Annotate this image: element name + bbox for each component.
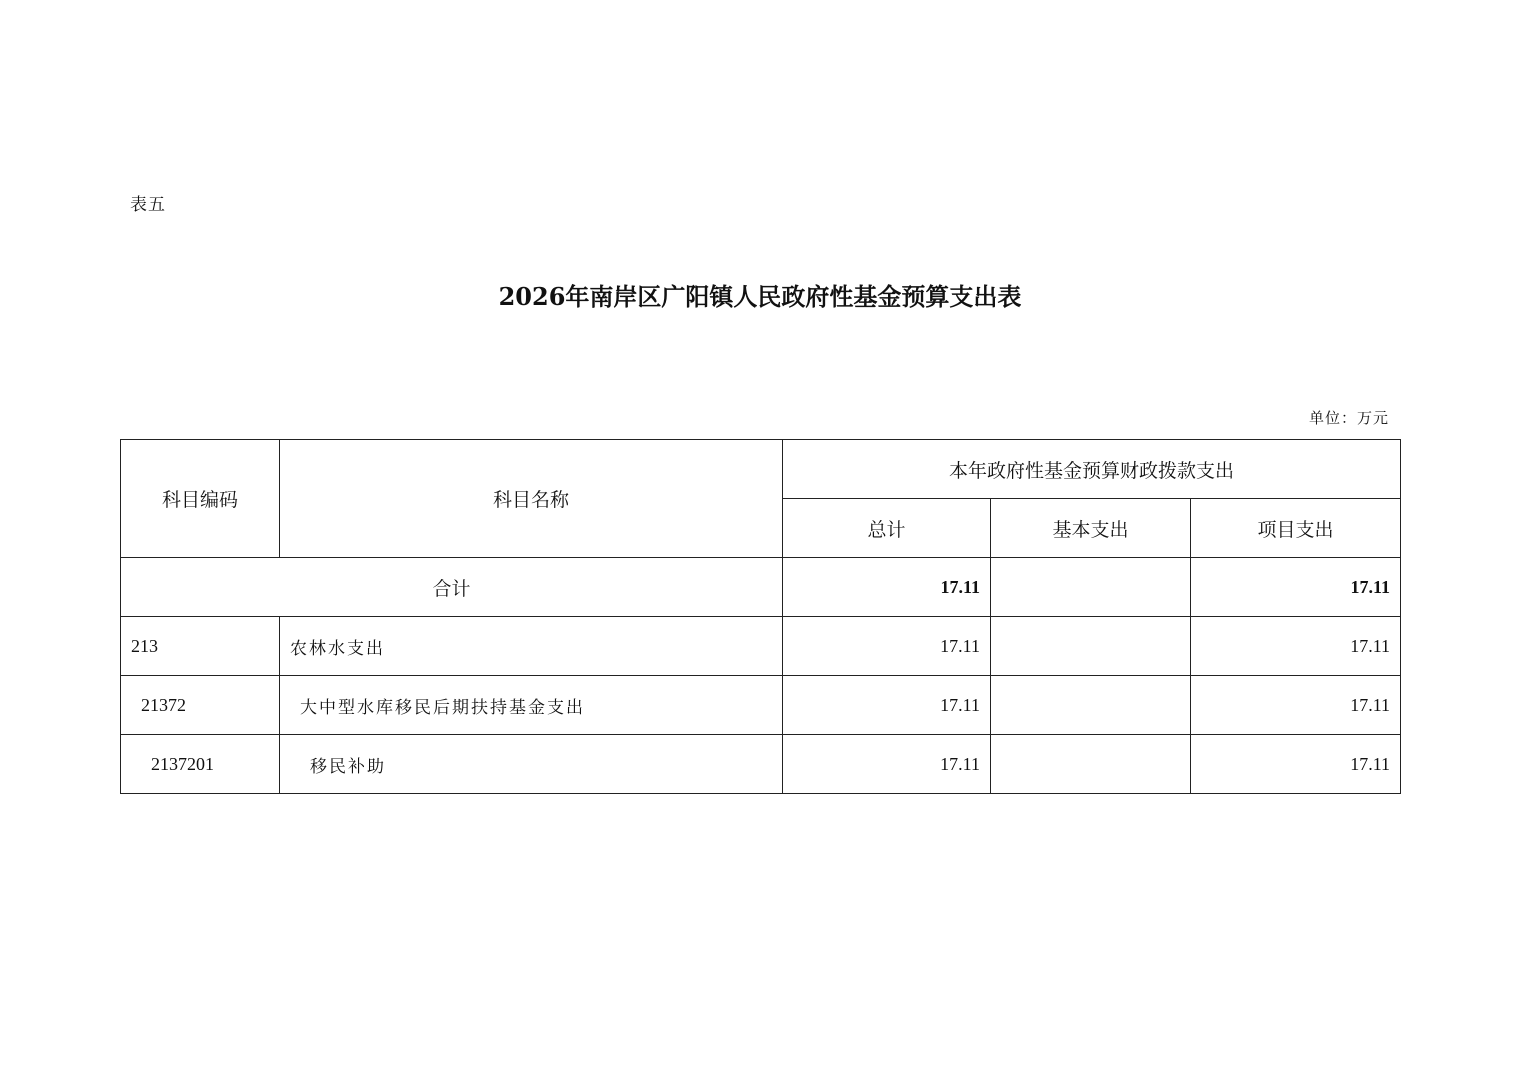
summary-label: 合计 — [121, 558, 783, 617]
summary-basic — [991, 558, 1191, 617]
row-basic — [991, 617, 1191, 676]
row-project: 17.11 — [1191, 617, 1401, 676]
row-total: 17.11 — [783, 735, 991, 794]
header-code: 科目编码 — [121, 440, 280, 558]
budget-table — [120, 439, 1401, 794]
header-project: 项目支出 — [1191, 499, 1401, 558]
row-project: 17.11 — [1191, 735, 1401, 794]
header-name: 科目名称 — [280, 440, 783, 558]
header-group: 本年政府性基金预算财政拨款支出 — [783, 440, 1401, 499]
table-label: 表五 — [130, 195, 166, 215]
table-row — [121, 617, 1401, 676]
summary-row — [121, 558, 1401, 617]
summary-project: 17.11 — [1191, 558, 1401, 617]
header-total: 总计 — [783, 499, 991, 558]
unit-note: 单位：万元 — [1308, 409, 1389, 427]
row-name: 农林水支出 — [280, 617, 783, 676]
row-basic — [991, 676, 1191, 735]
row-basic — [991, 735, 1191, 794]
row-project: 17.11 — [1191, 676, 1401, 735]
row-code: 2137201 — [121, 735, 280, 794]
row-code: 21372 — [121, 676, 280, 735]
summary-total: 17.11 — [783, 558, 991, 617]
row-name: 大中型水库移民后期扶持基金支出 — [280, 676, 783, 735]
table-row — [121, 735, 1401, 794]
header-row-1 — [121, 440, 1401, 499]
row-code: 213 — [121, 617, 280, 676]
table-row — [121, 676, 1401, 735]
header-basic: 基本支出 — [991, 499, 1191, 558]
page-title: 2026年南岸区广阳镇人民政府性基金预算支出表 — [498, 282, 1022, 311]
row-total: 17.11 — [783, 676, 991, 735]
row-name: 移民补助 — [280, 735, 783, 794]
row-total: 17.11 — [783, 617, 991, 676]
